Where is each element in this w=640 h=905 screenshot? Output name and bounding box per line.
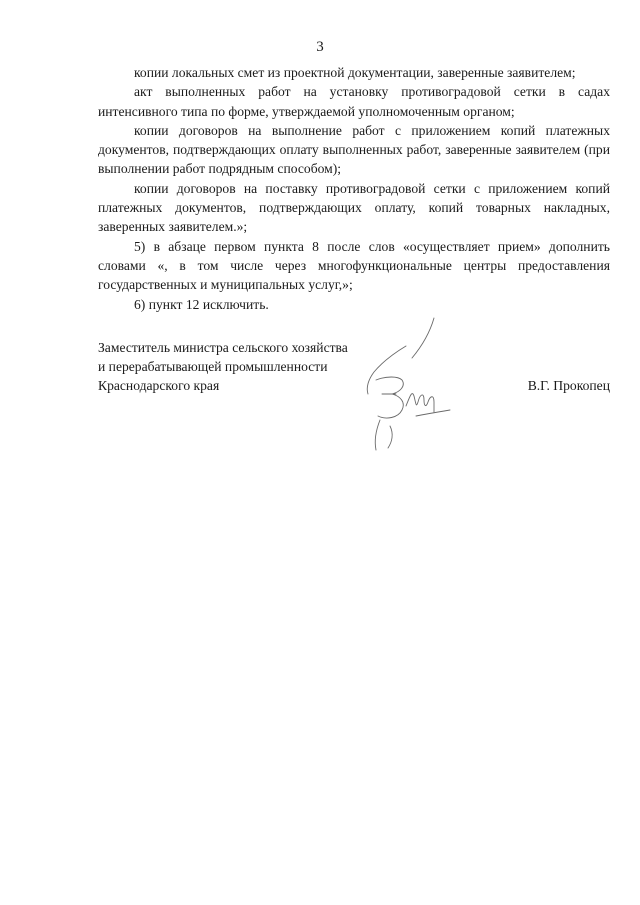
- paragraph-item-6: 6) пункт 12 исключить.: [134, 296, 269, 312]
- signature-block: [98, 338, 610, 458]
- paragraph-work-contracts: копии договоров на выполнение работ с приложением копий платежных документов, подтверждающих оплату выполненных работ, заверенные заявителем (при выполнении работ подрядным способом);: [98, 122, 610, 177]
- paragraph-local-estimates: копии локальных смет из проектной документации, заверенные заявителем;: [134, 65, 576, 80]
- page-number: 3: [316, 39, 324, 55]
- handwritten-signature: [346, 316, 456, 456]
- document-body: [98, 63, 610, 314]
- signatory-title-line-2: и перерабатывающей промышленности: [98, 359, 328, 374]
- signatory-title-line-1: Заместитель министра сельского хозяйства: [98, 340, 348, 355]
- paragraph-item-5: 5) в абзаце первом пункта 8 после слов «осуществляет прием» дополнить словами «, в том числе через многофункциональные центры предоставления государственных и муниципальных услуг,»;: [98, 238, 610, 293]
- paragraph-supply-contracts: копии договоров на поставку противоградовой сетки с приложением копий платежных документов, подтверждающих оплату, копий товарных накладных, заверенных заявителем.»;: [98, 180, 610, 235]
- signatory-title-line-3: Краснодарского края: [98, 378, 220, 393]
- signatory-title: [98, 338, 348, 395]
- signatory-name: В.Г. Прокопец: [527, 378, 610, 393]
- paragraph-work-act: акт выполненных работ на установку противоградовой сетки в садах интенсивного типа по форме, утверждаемой уполномоченным органом;: [98, 84, 610, 119]
